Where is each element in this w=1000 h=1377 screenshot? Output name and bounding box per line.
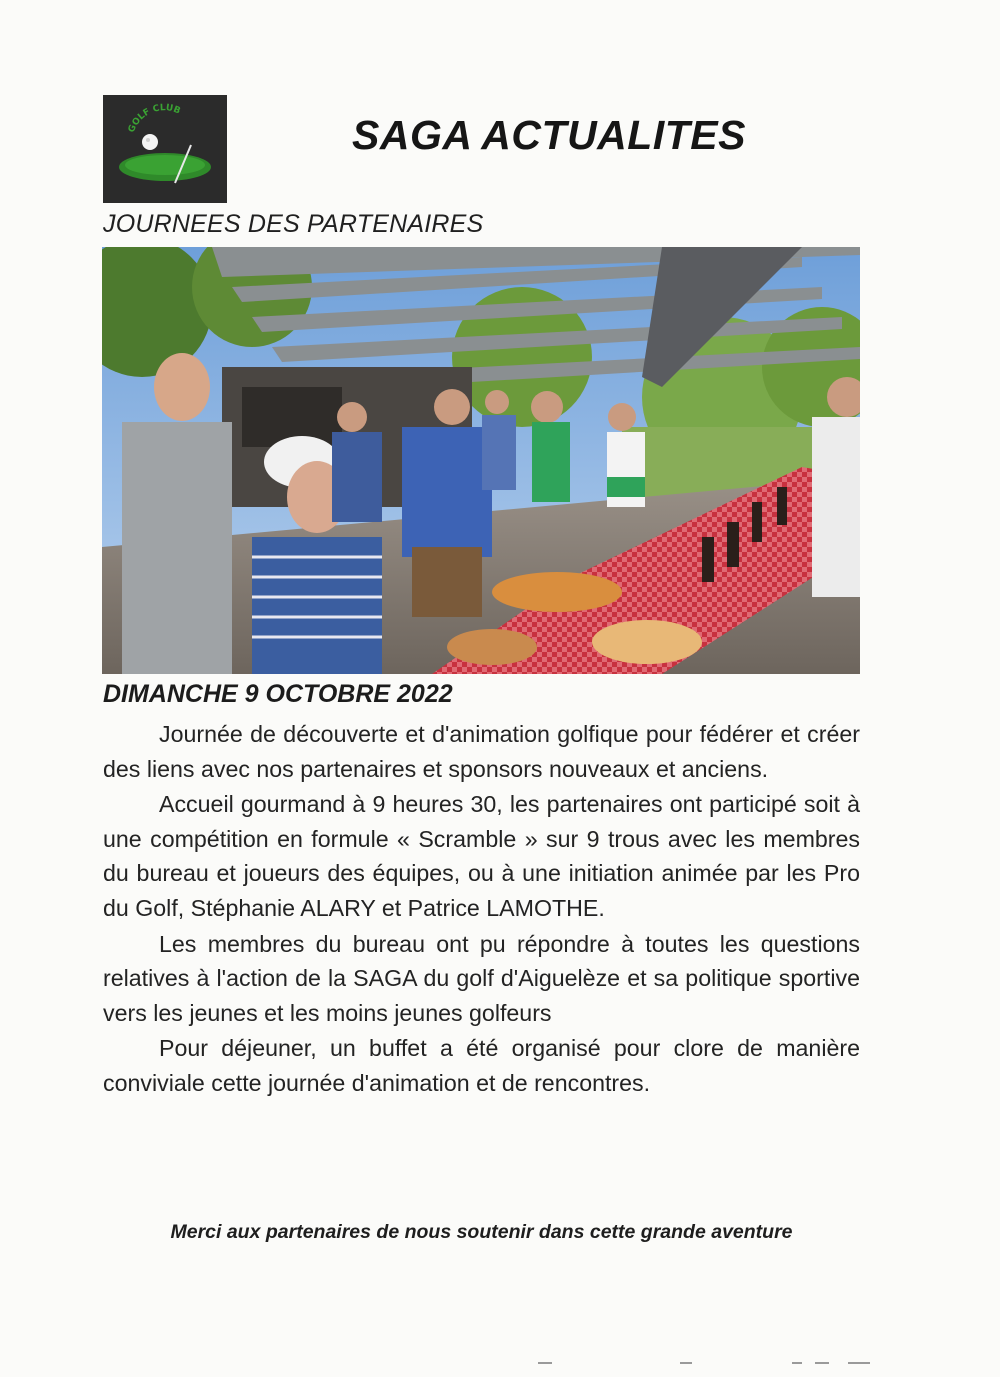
paragraph: Les membres du bureau ont pu répondre à toutes les questions relatives à l'action de la SAGA du golf d'Aiguelèze et sa politique sportive vers les jeunes et les moins jeunes golfeurs bbox=[103, 930, 860, 1026]
scan-speck bbox=[815, 1362, 829, 1364]
scan-speck bbox=[680, 1362, 692, 1364]
section-heading: JOURNEES DES PARTENAIRES bbox=[103, 210, 484, 238]
article-body bbox=[103, 717, 860, 1102]
page-title: SAGA ACTUALITES bbox=[352, 112, 746, 158]
closing-thanks: Merci aux partenaires de nous soutenir dans cette grande aventure bbox=[170, 1221, 793, 1243]
event-date: DIMANCHE 9 OCTOBRE 2022 bbox=[103, 680, 453, 708]
paragraph: Pour déjeuner, un buffet a été organisé pour clore de manière conviviale cette journée d'animation et de rencontres. bbox=[103, 1035, 860, 1096]
logo-text: GOLF CLUB bbox=[126, 103, 182, 135]
golf-club-logo bbox=[103, 95, 227, 203]
event-photo bbox=[102, 247, 860, 674]
paragraph: Journée de découverte et d'animation golfique pour fédérer et créer des liens avec nos partenaires et sponsors nouveaux et anciens. bbox=[103, 721, 860, 782]
scan-speck bbox=[848, 1362, 870, 1364]
paragraph: Accueil gourmand à 9 heures 30, les partenaires ont participé soit à une compétition en formule « Scramble » sur 9 trous avec les membres du bureau et joueurs des équipes, ou à une initiation animée par les Pro du Golf, Stéphanie ALARY et Patrice LAMOTHE. bbox=[103, 791, 860, 921]
scan-speck bbox=[538, 1362, 552, 1364]
scan-speck bbox=[792, 1362, 802, 1364]
